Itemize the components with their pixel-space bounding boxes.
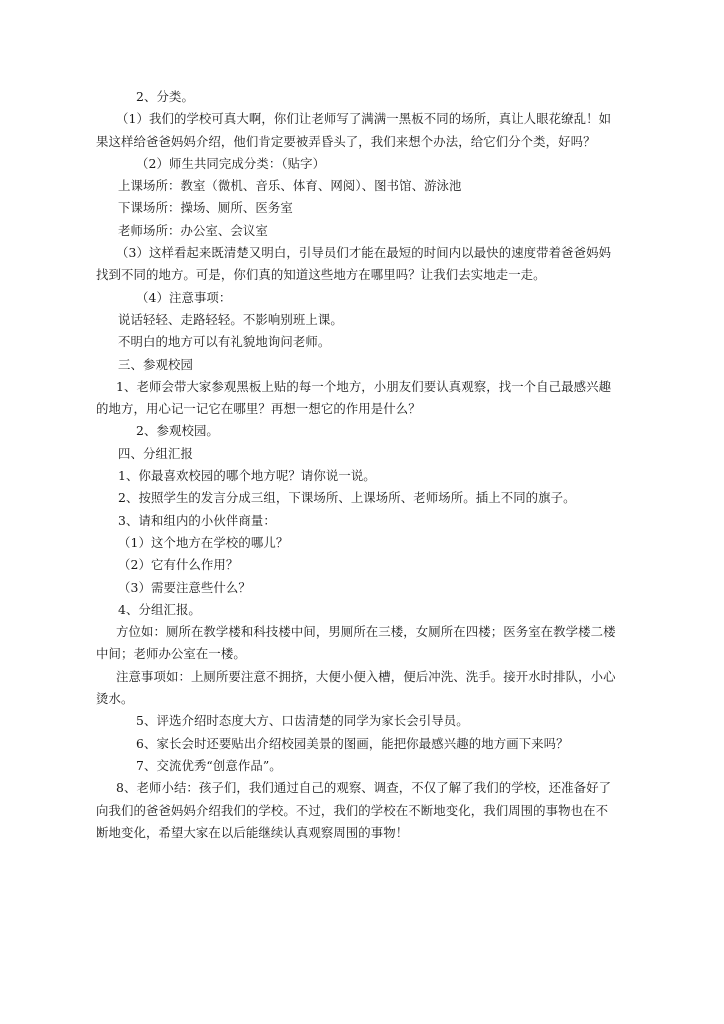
paragraph: 2、分类。 (136, 89, 194, 104)
paragraph: 2、按照学生的发言分成三组，下课场所、上课场所、老师场所。插上不同的旗子。 (118, 490, 576, 506)
paragraph: （4）注意事项： (136, 289, 232, 305)
paragraph: （3）这样看起来既清楚又明白，引导员们才能在最短的时间内以最快的速度带着爸爸妈妈找到不同的地方。可是，你们真的知道这些地方在哪里吗？让我们去实地走一走。 (96, 245, 612, 283)
paragraph: 7、交流优秀“创意作品”。 (136, 757, 282, 773)
paragraph: 8、老师小结：孩子们，我们通过自己的观察、调查，不仅了解了我们的学校，还准备好了向我们的爸爸妈妈介绍我们的学校。不过，我们的学校在不断地变化，我们周围的事物也在不断地变化，希望大家在以后能继续认真观察周围的事物！ (96, 780, 612, 840)
paragraph: 不明白的地方可以有礼貌地询问老师。 (118, 334, 331, 350)
paragraph: 注意事项如：上厕所要注意不拥挤，大便小便入槽，便后冲洗、洗手。接开水时排队，小心烫水。 (96, 668, 616, 707)
paragraph: 上课场所：教室（微机、音乐、体育、网阅）、图书馆、游泳池 (118, 178, 462, 194)
paragraph: 6、家长会时还要贴出介绍校园美景的图画，能把你最感兴趣的地方画下来吗？ (136, 735, 569, 751)
paragraph: 说话轻轻、走路轻轻。不影响别班上课。 (118, 311, 343, 327)
document-body (96, 86, 616, 844)
paragraph: （2）师生共同完成分类：（贴字） (136, 155, 326, 171)
paragraph: 2、参观校园。 (136, 423, 219, 439)
paragraph: 1、老师会带大家参观黑板上贴的每一个地方，小朋友们要认真观察，找一个自己最感兴趣的地方，用心记一记它在哪里？再想一想它的作用是什么？ (96, 378, 612, 417)
paragraph: 下课场所：操场、厕所、医务室 (118, 200, 293, 216)
paragraph: 1、你最喜欢校园的哪个地方呢？请你说一说。 (118, 468, 376, 484)
paragraph: 4、分组汇报。 (118, 601, 201, 617)
paragraph: （3）需要注意些什么？ (118, 579, 251, 595)
paragraph: 老师场所：办公室、会议室 (118, 222, 268, 238)
paragraph: （1）这个地方在学校的哪儿？ (118, 534, 289, 550)
paragraph: 5、评选介绍时态度大方、口齿清楚的同学为家长会引导员。 (136, 713, 469, 729)
paragraph: 方位如：厕所在教学楼和科技楼中间，男厕所在三楼，女厕所在四楼；医务室在教学楼二楼中间；老师办公室在一楼。 (96, 624, 616, 662)
section-heading: 三、参观校园 (118, 356, 193, 372)
paragraph: （1）我们的学校可真大啊，你们让老师写了满满一黑板不同的场所，真让人眼花缭乱！如果这样给爸爸妈妈介绍，他们肯定要被弄昏头了，我们来想个办法，给它们分个类，好吗？ (96, 111, 612, 149)
paragraph: 3、请和组内的小伙伴商量： (118, 512, 276, 528)
paragraph: （2）它有什么作用？ (118, 557, 239, 573)
section-heading: 四、分组汇报 (118, 445, 193, 461)
